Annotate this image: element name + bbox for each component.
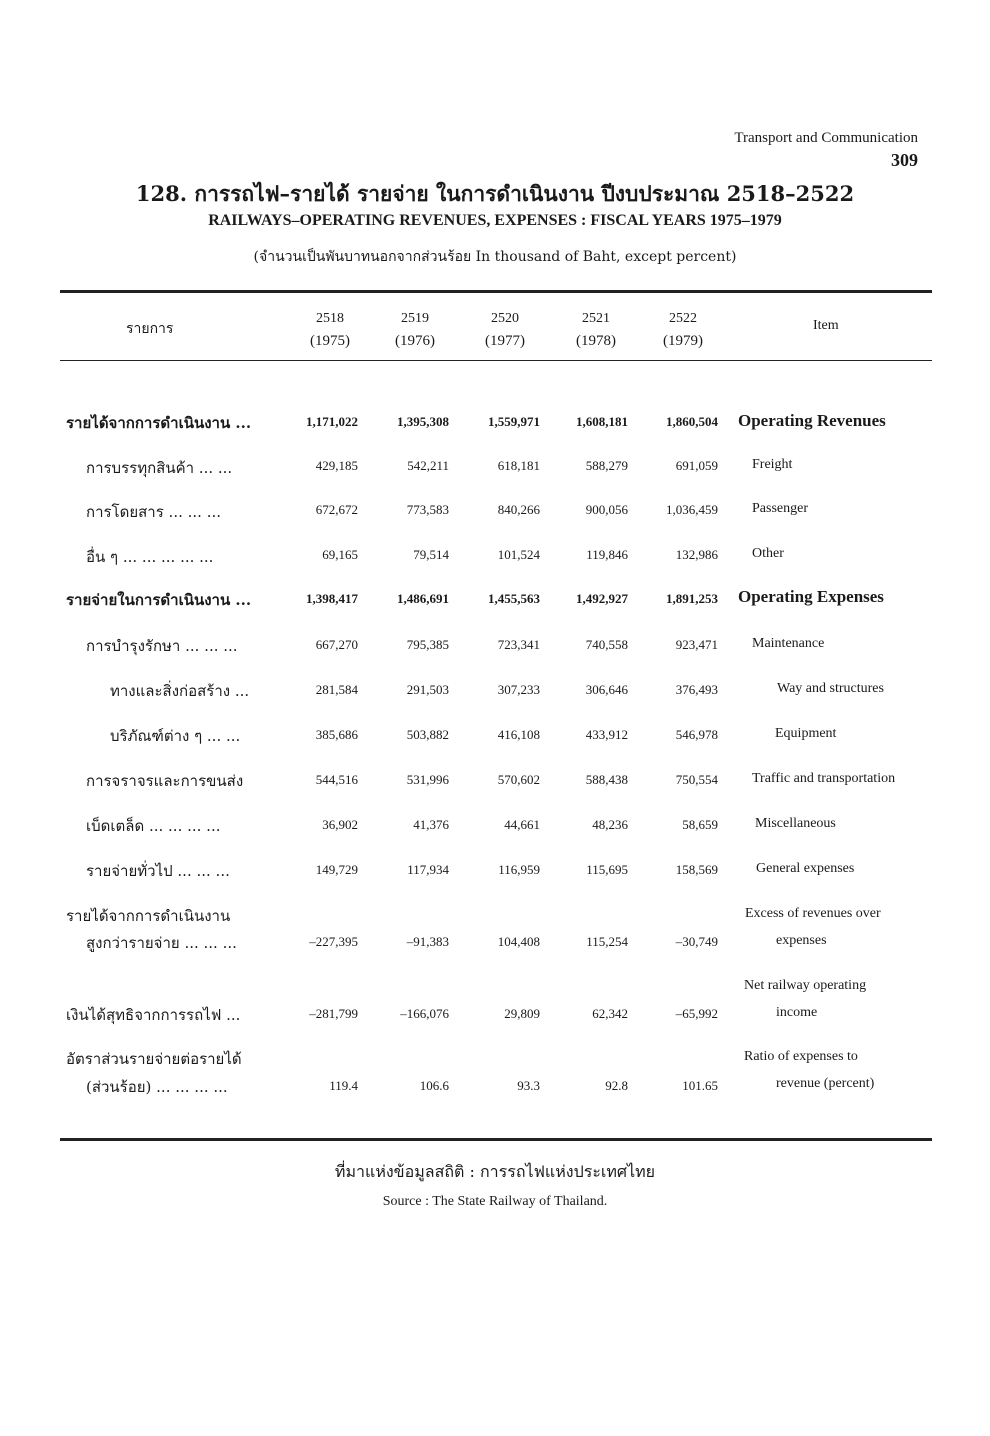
row-label-english: Miscellaneous: [755, 816, 836, 831]
cell-2519: 531,996: [406, 772, 449, 787]
column-header-item-english: Item: [813, 318, 839, 333]
cell-2522: 546,978: [675, 727, 718, 742]
row-label-thai: ทางและสิ่งก่อสร้าง ...: [110, 682, 250, 700]
cell-2521: 115,695: [586, 862, 628, 877]
cell-2520: 416,108: [497, 727, 540, 742]
cell-2521: 306,646: [585, 682, 628, 697]
cell-2519: 1,395,308: [397, 414, 449, 429]
cell-2518: 119.4: [329, 1078, 358, 1093]
cell-2521: 1,608,181: [576, 414, 628, 429]
row-label-english: Way and structures: [777, 681, 884, 696]
row-label-english-line1: Excess of revenues over: [745, 906, 881, 921]
header-rule: [60, 360, 932, 361]
cell-2521: 119,846: [586, 547, 628, 562]
row-label-thai: บริภัณฑ์ต่าง ๆ ... ...: [110, 727, 241, 745]
page-number: 309: [891, 150, 918, 170]
row-label-thai-line1: อัตราส่วนรายจ่ายต่อรายได้: [66, 1050, 242, 1068]
cell-2520: 618,181: [497, 458, 540, 473]
cell-2522: –30,749: [675, 934, 718, 949]
cell-2518: 1,398,417: [306, 591, 358, 606]
row-label-english: Equipment: [775, 726, 837, 741]
row-label-english-line1: Net railway operating: [744, 978, 867, 993]
source-note-english: Source : The State Railway of Thailand.: [382, 1194, 608, 1209]
cell-2519: 542,211: [407, 458, 449, 473]
cell-2520: 723,341: [497, 637, 540, 652]
cell-2518: 36,902: [322, 817, 358, 832]
cell-2521: 900,056: [585, 502, 628, 517]
section-title: Transport and Communication: [734, 130, 918, 146]
year-ce: (1976): [395, 333, 435, 349]
cell-2519: 503,882: [406, 727, 449, 742]
cell-2522: 1,860,504: [666, 414, 718, 429]
cell-2518: –227,395: [309, 934, 358, 949]
row-label-thai: การโดยสาร ... ... ...: [86, 503, 221, 521]
cell-2518: 149,729: [315, 862, 358, 877]
cell-2519: 79,514: [413, 547, 449, 562]
year-be: 2520: [491, 311, 519, 326]
cell-2518: –281,799: [309, 1006, 358, 1021]
row-label-thai: อื่น ๆ ... ... ... ... ...: [86, 548, 214, 566]
cell-2521: 588,279: [585, 458, 628, 473]
cell-2521: 48,236: [592, 817, 628, 832]
row-label-english: Passenger: [752, 501, 808, 516]
cell-2518: 672,672: [315, 502, 358, 517]
cell-2518: 69,165: [322, 547, 358, 562]
row-label-thai: การบรรทุกสินค้า ... ...: [86, 459, 233, 477]
cell-2521: 740,558: [585, 637, 628, 652]
table-title-english: RAILWAYS–OPERATING REVENUES, EXPENSES : FISCAL YEARS 1975–1979: [208, 212, 782, 229]
year-ce: (1978): [576, 333, 616, 349]
year-ce: (1979): [663, 333, 703, 349]
row-label-english-line2: expenses: [776, 933, 827, 948]
year-be: 2519: [401, 311, 429, 326]
cell-2518: 544,516: [315, 772, 358, 787]
cell-2522: 376,493: [675, 682, 718, 697]
cell-2518: 1,171,022: [306, 414, 358, 429]
cell-2520: 570,602: [497, 772, 540, 787]
cell-2522: –65,992: [675, 1006, 718, 1021]
row-label-english: Other: [752, 546, 784, 561]
year-be: 2518: [316, 311, 344, 326]
year-ce: (1975): [310, 333, 350, 349]
table-title-thai: 128. การรถไฟ–รายได้ รายจ่าย ในการดำเนินงาน ปีงบประมาณ 2518–2522: [135, 181, 855, 206]
column-header-2520: [465, 308, 545, 352]
year-be: 2522: [669, 311, 697, 326]
row-label-thai: เบ็ดเตล็ด ... ... ... ...: [86, 817, 221, 835]
row-label-english: Freight: [752, 457, 793, 472]
cell-2519: 41,376: [413, 817, 449, 832]
units-note: (จำนวนเป็นพันบาทนอกจากส่วนร้อย In thousand of Baht, except percent): [253, 249, 737, 265]
cell-2522: 58,659: [682, 817, 718, 832]
cell-2521: 588,438: [585, 772, 628, 787]
row-label-english: General expenses: [756, 861, 855, 876]
row-label-thai: เงินได้สุทธิจากการรถไฟ ...: [66, 1006, 241, 1024]
cell-2518: 385,686: [315, 727, 358, 742]
row-label-thai-line1: รายได้จากการดำเนินงาน: [66, 907, 231, 925]
year-be: 2521: [582, 311, 610, 326]
cell-2522: 132,986: [675, 547, 718, 562]
cell-2521: 1,492,927: [576, 591, 628, 606]
top-rule: [60, 290, 932, 293]
bottom-rule: [60, 1138, 932, 1141]
cell-2518: 429,185: [315, 458, 358, 473]
cell-2520: 104,408: [497, 934, 540, 949]
row-label-thai: รายได้จากการดำเนินงาน ...: [66, 414, 252, 432]
cell-2521: 115,254: [586, 934, 628, 949]
cell-2520: 93.3: [517, 1078, 540, 1093]
year-ce: (1977): [485, 333, 525, 349]
cell-2520: 116,959: [498, 862, 540, 877]
cell-2520: 1,559,971: [488, 414, 540, 429]
column-header-2522: [643, 308, 723, 352]
cell-2521: 62,342: [592, 1006, 628, 1021]
column-header-2521: [556, 308, 636, 352]
row-label-english: Operating Revenues: [738, 411, 886, 430]
cell-2519: 117,934: [407, 862, 449, 877]
row-label-thai-line2: สูงกว่ารายจ่าย ... ... ...: [86, 934, 237, 952]
cell-2520: 101,524: [497, 547, 540, 562]
cell-2519: 291,503: [406, 682, 449, 697]
source-note-thai: ที่มาแห่งข้อมูลสถิติ : การรถไฟแห่งประเทศไทย: [334, 1162, 656, 1181]
row-label-thai-line2: (ส่วนร้อย) ... ... ... ...: [86, 1078, 228, 1096]
cell-2520: 307,233: [497, 682, 540, 697]
column-header-2518: [290, 308, 370, 352]
cell-2518: 281,584: [315, 682, 358, 697]
cell-2521: 92.8: [605, 1078, 628, 1093]
row-label-english-line2: revenue (percent): [776, 1076, 875, 1091]
column-header-2519: [375, 308, 455, 352]
cell-2522: 923,471: [675, 637, 718, 652]
cell-2521: 433,912: [585, 727, 628, 742]
row-label-english: Maintenance: [752, 636, 825, 651]
row-label-thai: การจราจรและการขนส่ง: [86, 772, 244, 790]
cell-2519: –166,076: [400, 1006, 449, 1021]
cell-2522: 691,059: [675, 458, 718, 473]
cell-2518: 667,270: [315, 637, 358, 652]
cell-2520: 44,661: [504, 817, 540, 832]
cell-2522: 158,569: [675, 862, 718, 877]
cell-2519: 1,486,691: [397, 591, 449, 606]
row-label-thai: รายจ่ายในการดำเนินงาน ...: [66, 591, 252, 609]
cell-2522: 1,036,459: [666, 502, 718, 517]
row-label-english: Operating Expenses: [738, 587, 884, 606]
cell-2520: 840,266: [497, 502, 540, 517]
cell-2522: 750,554: [675, 772, 718, 787]
row-label-english-line2: income: [776, 1005, 818, 1020]
cell-2520: 29,809: [504, 1006, 540, 1021]
row-label-thai: รายจ่ายทั่วไป ... ... ...: [86, 862, 230, 880]
cell-2519: 795,385: [406, 637, 449, 652]
cell-2522: 101.65: [682, 1078, 718, 1093]
cell-2519: 106.6: [419, 1078, 449, 1093]
row-label-thai: การบำรุงรักษา ... ... ...: [86, 637, 238, 655]
cell-2519: –91,383: [406, 934, 449, 949]
cell-2520: 1,455,563: [488, 591, 540, 606]
cell-2522: 1,891,253: [666, 591, 718, 606]
cell-2519: 773,583: [406, 502, 449, 517]
column-header-item-thai: รายการ: [126, 321, 174, 337]
row-label-english: Traffic and transportation: [752, 771, 896, 786]
row-label-english-line1: Ratio of expenses to: [744, 1049, 858, 1064]
